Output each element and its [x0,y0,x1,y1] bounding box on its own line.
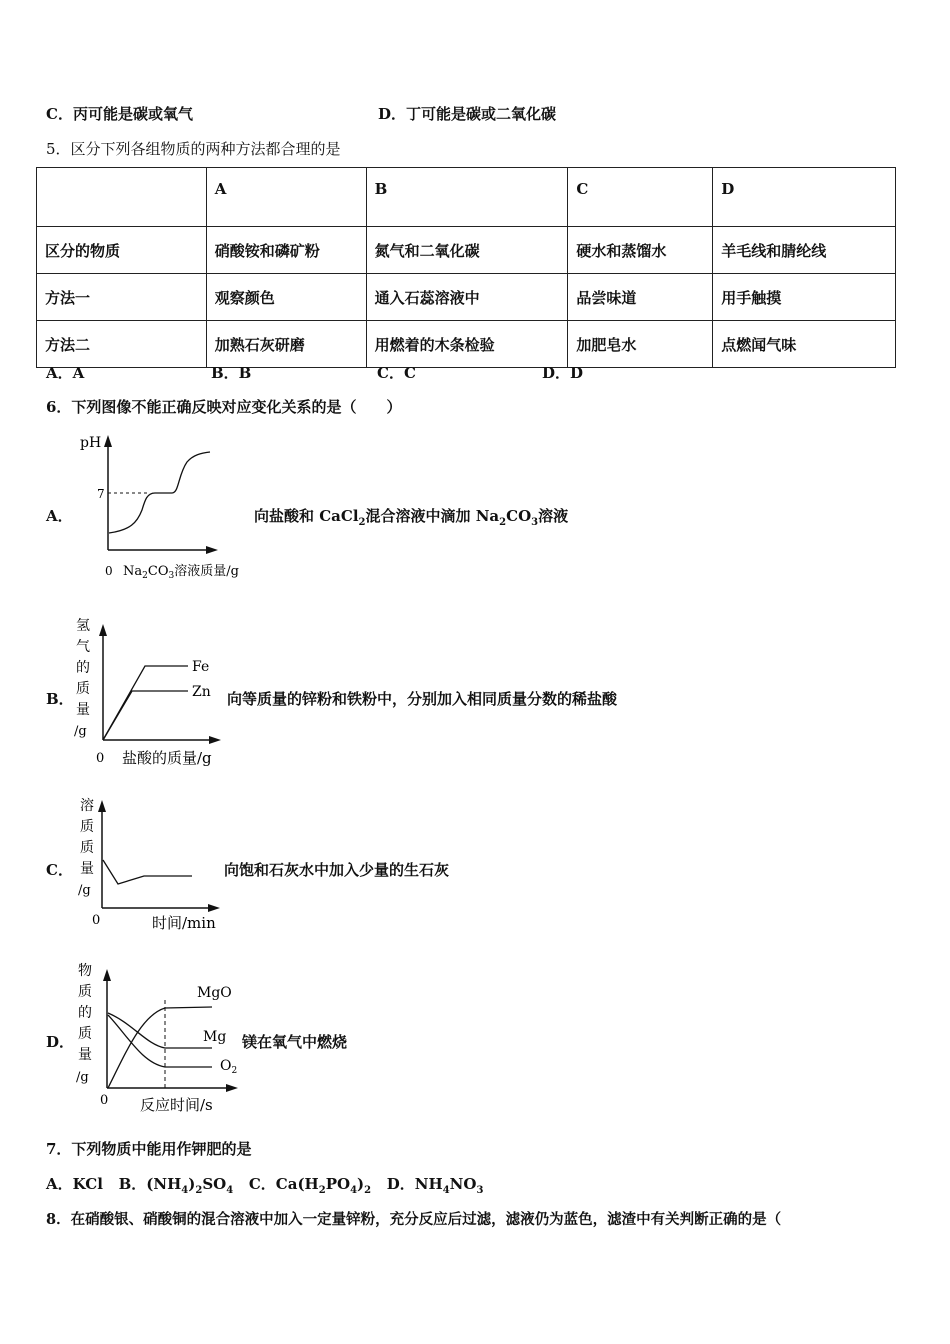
table-cell: 羊毛线和腈纶线 [713,227,896,274]
table-header-row [37,168,896,227]
y-axis-label-char: 气 [76,639,90,655]
q6-option-c-label: C． [46,861,73,879]
text-part: 溶液质量/g [174,564,239,579]
fe-curve [103,666,188,740]
subscript: 3 [531,517,539,528]
y-axis-arrow [99,624,107,636]
y-axis-label-char: 质 [80,819,94,835]
zn-curve-label: Zn [192,684,211,700]
x-axis-arrow [206,546,218,554]
y-axis-label-char: 氢 [76,618,90,634]
subscript: 2 [358,517,366,528]
mg-curve-label: Mg [203,1029,227,1045]
q6-option-a-label: A． [46,507,73,525]
table-cell: 用手触摸 [713,274,896,321]
text-part: 混合溶液中滴加 Na [365,507,500,525]
y-axis-label-char: /g [74,724,87,739]
subscript: 3 [476,1185,484,1196]
table-cell: 加肥皂水 [568,321,713,368]
y-axis-label: pH [80,435,102,451]
subscript: 4 [226,1185,234,1196]
x-axis-arrow [226,1084,238,1092]
table-cell: B [366,168,568,227]
subscript: 4 [350,1185,358,1196]
y-tick-label: 7 [97,487,105,501]
q6-option-a-desc [254,505,568,528]
text-part: NO [449,1175,477,1193]
q6-option-b-desc: 向等质量的锌粉和铁粉中，分别加入相同质量分数的稀盐酸 [227,690,618,708]
table-cell: 硝酸铵和磷矿粉 [206,227,366,274]
subscript: 4 [442,1185,450,1196]
y-axis-label-char: /g [78,883,91,898]
table-row [37,321,896,368]
q5-answer-c: C．C [377,364,416,382]
table-cell: 加熟石灰研磨 [206,321,366,368]
x-axis-label: 反应时间/s [140,1096,213,1114]
q8-stem: 8．在硝酸银、硝酸铜的混合溶液中加入一定量锌粉，充分反应后过滤，滤液仍为蓝色，滤渣中有关判断正确的是（ [46,1211,782,1228]
graph-d [72,955,247,1120]
q7-option-a [46,1175,103,1193]
q6-option-d-desc: 镁在氧气中燃烧 [242,1033,348,1051]
y-axis-label-char: 质 [76,681,90,697]
q5-table [36,167,896,368]
q7-options [46,1173,483,1196]
x-axis-label: 时间/min [152,914,216,932]
y-axis-label-char: 质 [80,840,94,856]
x-axis-label [123,563,239,581]
x-axis-arrow [209,736,221,744]
y-axis-label-char: 量 [80,861,94,877]
y-axis-label-char: 物 [78,963,92,979]
y-axis-arrow [98,800,106,812]
text-part: ) [188,1175,196,1193]
y-axis-label-char: /g [76,1070,89,1085]
text-part: 向盐酸和 CaCl [254,507,359,525]
text-part: A．KCl [46,1175,103,1193]
text-part: O [220,1058,232,1074]
y-axis-label-char: 质 [78,1026,92,1042]
text-part: CO [506,507,532,525]
table-cell: 用燃着的木条检验 [366,321,568,368]
q6-stem: 6．下列图像不能正确反映对应变化关系的是（ ） [46,398,402,416]
x-axis-arrow [208,904,220,912]
table-cell [37,168,207,227]
text-part: D．NH [386,1175,443,1193]
text-part: CO [147,564,169,579]
q5-answer-b: B．B [211,364,252,382]
fe-curve-label: Fe [192,659,210,675]
subscript: 2 [231,1066,238,1076]
q5-answer-d: D．D [542,364,584,382]
y-axis-label-char: 溶 [80,798,94,814]
subscript: 2 [142,571,148,581]
y-axis-label-char: 量 [78,1047,92,1063]
text-part: SO [202,1175,227,1193]
table-cell: 区分的物质 [37,227,207,274]
q7-option-b [118,1175,234,1196]
table-cell: 点燃闻气味 [713,321,896,368]
q6-option-b-label: B． [46,690,74,708]
q7-option-d [386,1175,484,1196]
origin-label: 0 [105,564,113,578]
q5-stem: 5．区分下列各组物质的两种方法都合理的是 [46,140,341,158]
o2-curve [108,1015,212,1067]
mgo-curve-label: MgO [197,985,232,1001]
origin-label: 0 [96,751,105,766]
text-part: B．(NH [118,1175,182,1193]
y-axis-label-char: 的 [78,1005,92,1021]
q4-option-c: C．丙可能是碳或氧气 [46,105,193,123]
subscript: 4 [181,1185,189,1196]
subscript: 3 [168,571,175,581]
y-axis-arrow [103,969,111,981]
q7-option-c [248,1175,372,1196]
zn-curve [103,691,188,740]
table-cell: D [713,168,896,227]
y-axis-arrow [104,435,112,447]
table-cell: C [568,168,713,227]
table-cell: 通入石蕊溶液中 [366,274,568,321]
table-row [37,227,896,274]
q5-answer-a: A．A [46,364,85,382]
subscript: 2 [364,1185,372,1196]
table-cell: 硬水和蒸馏水 [568,227,713,274]
y-axis-label-char: 量 [76,702,90,718]
graph-c [72,790,232,940]
table-cell: 方法二 [37,321,207,368]
q6-option-c-desc: 向饱和石灰水中加入少量的生石灰 [224,861,450,879]
subscript: 2 [318,1185,326,1196]
text-part: PO [325,1175,351,1193]
origin-label: 0 [92,913,101,928]
text-part: 溶液 [538,507,569,525]
table-cell: 观察颜色 [206,274,366,321]
origin-label: 0 [100,1093,109,1108]
q7-stem: 7．下列物质中能用作钾肥的是 [46,1140,252,1158]
table-row [37,274,896,321]
subscript: 2 [195,1185,203,1196]
y-axis-label-char: 质 [78,984,92,1000]
table-cell: 氮气和二氧化碳 [366,227,568,274]
y-axis-label-char: 的 [76,660,90,676]
table-cell: 品尝味道 [568,274,713,321]
q6-option-d-label: D． [46,1033,75,1051]
text-part: C．Ca(H [248,1175,319,1193]
q4-option-d: D．丁可能是碳或二氧化碳 [378,105,557,123]
text-part: Na [123,564,143,579]
solute-mass-curve [103,860,192,884]
text-part: ) [357,1175,365,1193]
table-cell: A [206,168,366,227]
table-cell: 方法一 [37,274,207,321]
graph-b [70,612,235,772]
graph-a [75,425,265,585]
ph-curve [109,452,210,533]
o2-curve-label [220,1058,237,1076]
x-axis-label: 盐酸的质量/g [122,749,212,767]
mg-curve [108,1013,212,1048]
subscript: 2 [499,517,507,528]
